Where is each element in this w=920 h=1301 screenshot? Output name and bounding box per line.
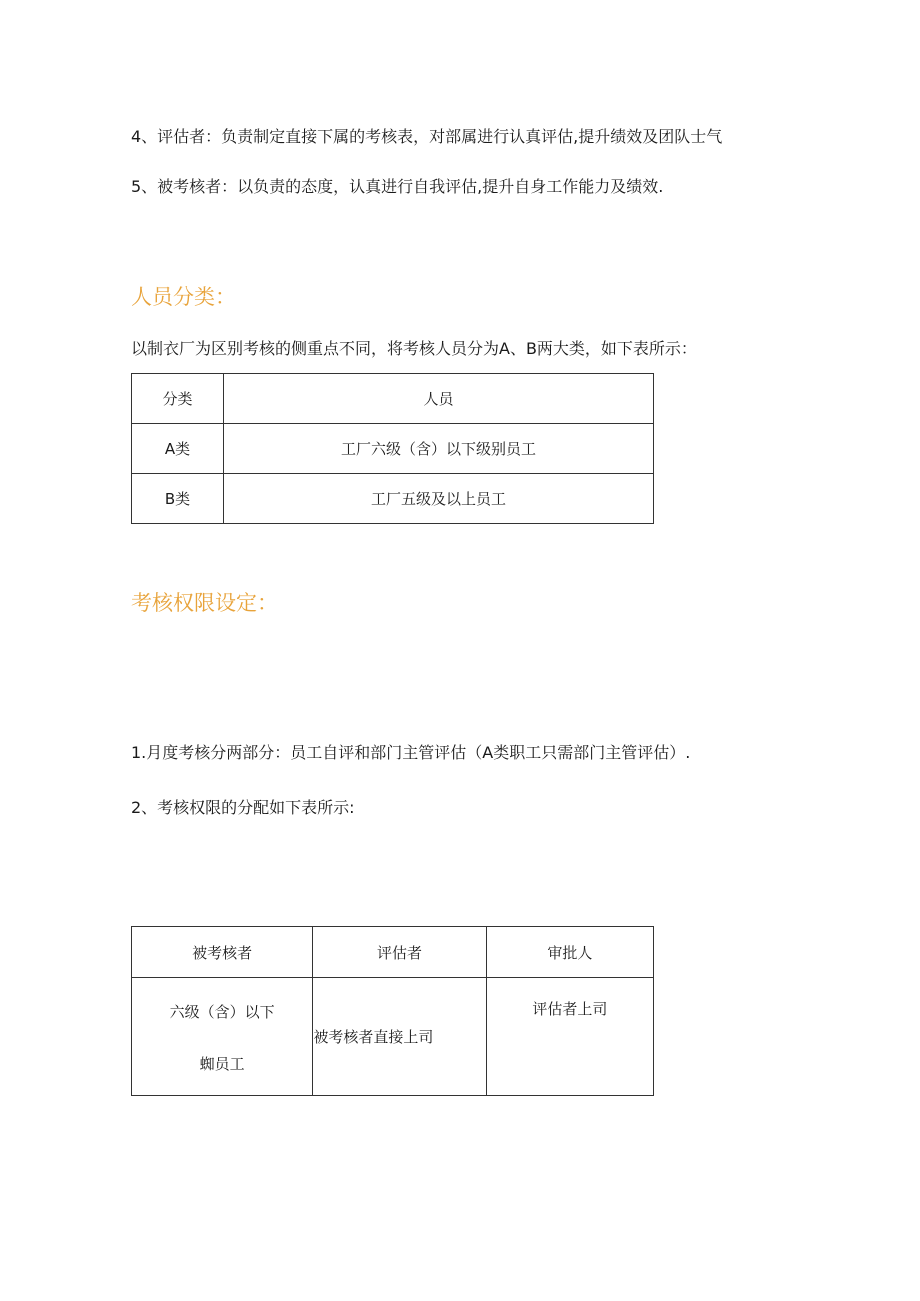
personnel-intro-text: 以制衣厂为区别考核的侧重点不同，将考核人员分为A、B两大类，如下表所示：	[131, 339, 697, 358]
table-header-row	[132, 927, 654, 978]
responsibility-item-4: 4、评估者：负责制定直接下属的考核表，对部属进行认真评估,提升绩效及团队士气	[131, 127, 723, 146]
authority-allocation-table	[131, 926, 654, 1096]
header-assessor: 评估者	[313, 927, 486, 978]
header-assessee: 被考核者	[132, 927, 313, 978]
cell-category: A类	[132, 424, 224, 474]
authority-item-2: 2、考核权限的分配如下表所示:	[131, 798, 355, 817]
personnel-classification-table	[131, 373, 654, 524]
cell-approver: 评估者上司	[486, 978, 653, 1096]
cell-people: 工厂六级（含）以下级别员工	[224, 424, 654, 474]
header-category: 分类	[132, 374, 224, 424]
assessee-line-1: 六级（含）以下	[169, 1002, 275, 1021]
personnel-classification-heading: 人员分类：	[131, 285, 236, 309]
table-row	[132, 424, 654, 474]
header-people: 人员	[224, 374, 654, 424]
authority-item-1: 1.月度考核分两部分：员工自评和部门主管评估（A类职工只需部门主管评估）.	[131, 743, 691, 762]
authority-settings-heading: 考核权限设定：	[131, 591, 278, 615]
cell-assessor: 被考核者直接上司	[313, 978, 486, 1096]
assessee-line-2: 蜘员工	[199, 1054, 245, 1073]
cell-people: 工厂五级及以上员工	[224, 474, 654, 524]
table-row	[132, 978, 654, 1096]
table-header-row	[132, 374, 654, 424]
cell-assessee	[132, 978, 313, 1096]
responsibility-item-5: 5、被考核者：以负责的态度，认真进行自我评估,提升自身工作能力及绩效.	[131, 177, 664, 196]
table-row	[132, 474, 654, 524]
header-approver: 审批人	[486, 927, 653, 978]
cell-category: B类	[132, 474, 224, 524]
